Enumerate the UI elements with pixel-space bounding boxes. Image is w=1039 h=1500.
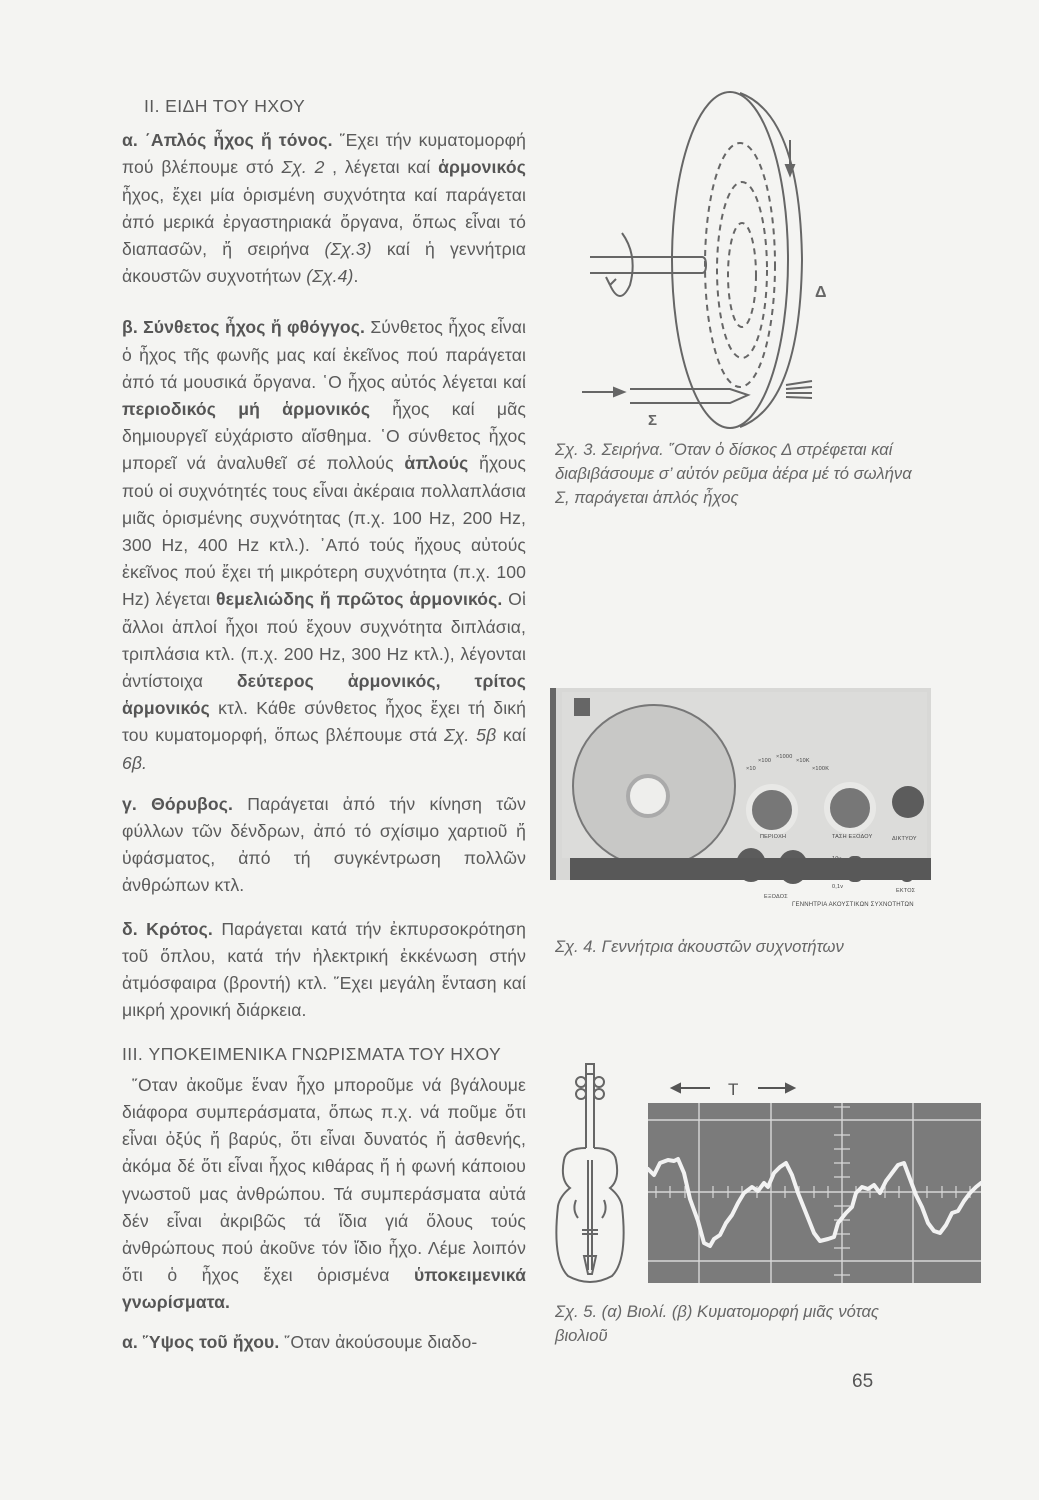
paragraph-complex-sound: β. Σύνθετος ἦχος ἤ φθόγγος. Σύνθετος ἦχος εἶναι ὁ ἦχος τῆς φωνῆς μας καί ἐκεῖνος πού παράγεται ἀπό τά μουσικά ὄργανα. ῾Ο ἦχος αὐτός λέγεται καί περιοδικός μή ἁρμονικός ἦχος καί μᾶς δημιουργεῖ εὐχάριστο αἴσθημα. ῾Ο σύνθετος ἦχος μπορεῖ νά ἀναλυθεῖ σέ πολλούς ἁπλούς ἤχους πού οἱ συχνότητές τους εἶναι ἀκέραια πολλαπλάσια μιᾶς ὁρισμένης συχνότητας (π.χ. 100 Hz, 200 Hz, 300 Hz, 400 Hz κτλ.). ᾿Από τούς ἤχους αὐτούς ἐκεῖνος πού ἔχει τή μικρότερη συχνότητα (π.χ. 100 Hz) λέγεται θεμελιώδης ἤ πρῶτος ἁρμονικός. Οἱ ἄλλοι ἁπλοί ἦχοι πού ἔχουν συχνότητα διπλάσια, τριπλάσια κτλ. (π.χ. 200 Hz, 300 Hz κτλ.), λέγονται ἀντίστοιχα δεύτερος ἁρμονικός, τρίτος ἁρμονικός κτλ. Κάθε σύνθετος ἦχος ἔχει τή δική του κυματομορφή, ὅπως βλέπουμε στά Σχ. 5β καί 6β. xyxy=(122,317,526,773)
paragraph-simple-sound: α. ΄Απλός ἦχος ἤ τόνος. ῞Εχει τήν κυματομορφή πού βλέπουμε στό Σχ. 2 , λέγεται καί ἁρμονικός ἦχος, ἔχει μία ὁρισμένη συχνότητα καί παράγεται ἀπό μερικά ἐργαστηριακά ὄργανα, ὅπως εἶναι τό διαπασῶν, ἤ σειρήνα (Σχ.3) καί ἡ γεννήτρια ἀκουστῶν συχνοτήτων (Σχ.4). xyxy=(122,130,526,287)
tube-label: Σ xyxy=(648,412,658,429)
disk-label: Δ xyxy=(815,284,827,301)
figure-ref: Σχ. 2 xyxy=(281,157,325,178)
period-arrow xyxy=(670,1077,800,1099)
figure-ref: (Σχ.3) xyxy=(324,239,372,260)
frequency-generator-photo: ΠΕΡΙΟΧΗ ΤΑΣΗ ΕΞΟΔΟΥ ΔΙΚΤΥΟΥ ΕΞΟΔΟΣ ΕΚΤΟΣ ×10 ×100 ×1000 ×10K ×100K 0,1v ΓΕΝΝΗΤΡΙΑ ΑΚΟΥΣΤΙΚΩΝ ΣΥΧΝΟΤΗΤΩΝ xyxy=(550,688,931,880)
paragraph-subjective: ῞Οταν ἀκοῦμε ἕναν ἦχο μποροῦμε νά βγάλουμε διάφορα συμπεράσματα, ὅπως π.χ. νά ποῦμε ὅτι εἶναι ὀξύς ἤ βαρύς, ὅτι εἶναι δυνατός ἤ ἀσθενής, ἀκόμα δέ ὅτι εἶναι ἦχος κιθάρας ἤ ἡ φωνή κάποιου γνωστοῦ μας ἀνθρώπου. Τά συμπεράσματα αὐτά δέν εἶναι ἀκριβῶς τά ἴδια γιά ὅλους τούς ἀνθρώπους πού ἀκοῦνε τόν ἴδιο ἦχο. Λέμε λοιπόν ὅτι ὁ ἦχος ἔχει ὁρισμένα ὑποκειμενικά γνωρίσματα. xyxy=(122,1074,526,1313)
period-label: T xyxy=(728,1080,739,1099)
page-number: 65 xyxy=(852,1371,874,1392)
range-knob xyxy=(746,784,798,836)
paragraph-crack: δ. Κρότος. Παράγεται κατά τήν ἐκπυρσοκρότηση τοῦ ὅπλου, κατά τήν ἠλεκτρική ἐκκένωση στήν ἀτμόσφαιρα (βροντή) κτλ. ῞Εχει μεγάλη ἔνταση καί μικρή χρονική διάρκεια. xyxy=(122,918,526,1021)
term-pitch: α. ῞Υψος τοῦ ἤχου. xyxy=(122,1331,280,1352)
paragraph-noise: γ. Θόρυβος. Παράγεται ἀπό τήν κίνηση τῶν φύλλων τῶν δένδρων, ἀπό τό σχίσιμο χαρτιοῦ ἤ ὑφάσματος, ἀπό τή συγκέντρωση πολλῶν ἀνθρώπων κτλ. xyxy=(122,793,527,896)
term-noise: γ. Θόρυβος. xyxy=(122,793,233,814)
oscilloscope-waveform xyxy=(648,1103,981,1283)
section-heading-2: II. ΕΙΔΗ ΤΟΥ ΗΧΟΥ xyxy=(144,96,306,116)
figure-ref: Σχ. 5β xyxy=(444,725,497,746)
power-knob xyxy=(892,786,924,818)
term-simple-sound: α. ΄Απλός ἦχος ἤ τόνος. xyxy=(122,130,333,151)
term-crack: δ. Κρότος. xyxy=(122,918,213,939)
term-complex-sound: β. Σύνθετος ἦχος ἤ φθόγγος. xyxy=(122,317,365,338)
dial-hub xyxy=(626,774,670,818)
device-name-label: ΓΕΝΝΗΤΡΙΑ ΑΚΟΥΣΤΙΚΩΝ ΣΥΧΝΟΤΗΤΩΝ xyxy=(792,902,914,908)
paragraph-pitch: α. ῞Υψος τοῦ ἤχου. ῞Οταν ἀκούσουμε διαδο- xyxy=(122,1331,478,1352)
siren-diagram xyxy=(590,85,840,429)
caption-fig4: Σχ. 4. Γεννήτρια ἀκουστῶν συχνοτήτων xyxy=(555,937,844,956)
violin-icon xyxy=(548,1060,628,1290)
section-heading-3: III. ΥΠΟΚΕΙΜΕΝΙΚΑ ΓΝΩΡΙΣΜΑΤΑ ΤΟΥ ΗΧΟΥ xyxy=(122,1043,502,1064)
level-knob xyxy=(824,782,876,834)
brand-logo xyxy=(574,698,590,716)
caption-fig5: Σχ. 5. (α) Βιολί. (β) Κυματομορφή μιᾶς νότας βιολιοῦ xyxy=(555,1302,880,1345)
main-text-column xyxy=(122,93,526,1356)
figure-ref: 6β. xyxy=(122,752,148,773)
figure-ref: (Σχ.4) xyxy=(306,266,354,287)
caption-fig3: Σχ. 3. Σειρήνα. ῞Οταν ὁ δίσκος Δ στρέφεται καί διαβιβάσουμε σ’ αὐτόν ρεῦμα ἀέρα μέ τό σωλήνα Σ, παράγεται ἁπλός ἦχος xyxy=(555,440,912,507)
